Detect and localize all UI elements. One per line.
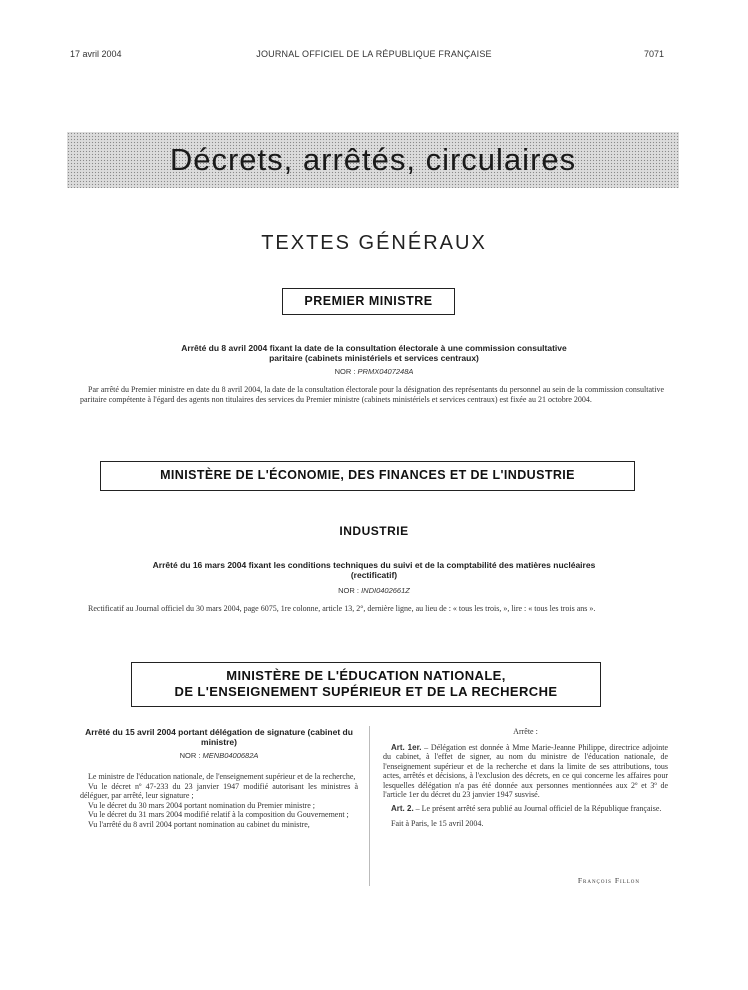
header-title: JOURNAL OFFICIEL DE LA RÉPUBLIQUE FRANÇAISE: [256, 49, 492, 59]
article-2: [383, 804, 668, 814]
section-title: TEXTES GÉNÉRAUX: [261, 232, 487, 254]
column-divider: [369, 726, 370, 886]
arrete-title-education: Arrêté du 15 avril 2004 portant délégation de signature (cabinet du ministre): [85, 727, 353, 747]
right-column: [383, 727, 668, 829]
arrete-text-pm: Par arrêté du Premier ministre en date du 8 avril 2004, la date de la consultation électorale pour la désignation des représentants du personnel au sein de la commission consultative paritaire compétente à l'égard des agents non titulaires des services du Premier ministre (cabinets ministériels et services centraux) est fixée au 21 octobre 2004.: [80, 385, 664, 404]
header-date: 17 avril 2004: [70, 49, 122, 59]
article-1: [383, 743, 668, 800]
nor-reference-industrie: [0, 586, 748, 595]
ministry-heading-economie: MINISTÈRE DE L'ÉCONOMIE, DES FINANCES ET DE L'INDUSTRIE: [100, 461, 635, 491]
visa-paragraph: Vu l'arrêté du 8 avril 2004 portant nomination au cabinet du ministre,: [88, 819, 310, 829]
article-1-label: Art. 1er.: [391, 742, 422, 752]
done-at: Fait à Paris, le 15 avril 2004.: [391, 819, 484, 828]
arrete-text-industrie: Rectificatif au Journal officiel du 30 mars 2004, page 6075, 1re colonne, article 13, 2°, dernière ligne, au lieu de : « tous les trois, », lire : « tous les trois ans ».: [88, 604, 596, 613]
left-column: [80, 727, 358, 829]
article-1-text: – Délégation est donnée à Mme Marie-Jeanne Philippe, directrice adjointe du cabinet, à l'effet de signer, au nom du ministre de l'éducation nationale, de l'enseignement supérieur et de la recherche et dans la limite de ses attributions, tous actes, arrêtés et décisions, à l'exclusion des décrets, en ce qui concerne les affaires pour lesquelles délégation n'a pas été donnée aux personnes mentionnées aux 2º et 3º de l'article 1er du décret du 23 janvier 1947 susvisé.: [383, 742, 668, 799]
nor-reference-pm: [0, 367, 748, 376]
ministry-heading-education: [131, 662, 601, 707]
ministry-heading-line2: DE L'ENSEIGNEMENT SUPÉRIEUR ET DE LA RECHERCHE: [174, 684, 558, 699]
nor-label: NOR :: [179, 751, 201, 760]
nor-label: NOR :: [338, 586, 359, 595]
article-2-label: Art. 2.: [391, 803, 414, 813]
arrete-word: Arrête :: [513, 727, 538, 736]
signature: François Fillon: [577, 876, 640, 885]
nor-code: INDI0402661Z: [361, 586, 410, 595]
subsection-industrie: INDUSTRIE: [339, 524, 409, 538]
visa-paragraph: Vu le décret du 30 mars 2004 portant nomination du Premier ministre ;: [88, 800, 316, 810]
ministry-heading-premier-ministre: PREMIER MINISTRE: [282, 288, 455, 315]
header-page-number: 7071: [643, 49, 664, 59]
visa-paragraph: Vu le décret du 31 mars 2004 modifié relatif à la composition du Gouvernement ;: [88, 810, 349, 819]
ministry-heading-line1: MINISTÈRE DE L'ÉDUCATION NATIONALE,: [226, 668, 506, 683]
nor-code: PRMX0407248A: [357, 367, 414, 376]
visa-paragraph: Le ministre de l'éducation nationale, de l'enseignement supérieur et de la recherche,: [88, 772, 356, 781]
nor-code: MENB0400682A: [202, 751, 259, 760]
arrete-title-industrie: Arrêté du 16 mars 2004 fixant les conditions techniques du suivi et de la comptabilité des matières nucléaires (rectificatif): [152, 560, 596, 580]
visa-paragraph: Vu le décret nº 47-233 du 23 janvier 1947 modifié autorisant les ministres à déléguer, par arrêté, leur signature ;: [80, 781, 358, 800]
article-2-text: – Le présent arrêté sera publié au Journal officiel de la République française.: [415, 803, 662, 813]
banner-title: Décrets, arrêtés, circulaires: [169, 142, 577, 177]
nor-reference-education: [80, 751, 358, 760]
category-banner: [67, 132, 679, 188]
arrete-title-pm: Arrêté du 8 avril 2004 fixant la date de la consultation électorale à une commission consultative paritaire (cabinets ministériels et services centraux): [181, 343, 567, 363]
nor-label: NOR :: [334, 367, 356, 376]
